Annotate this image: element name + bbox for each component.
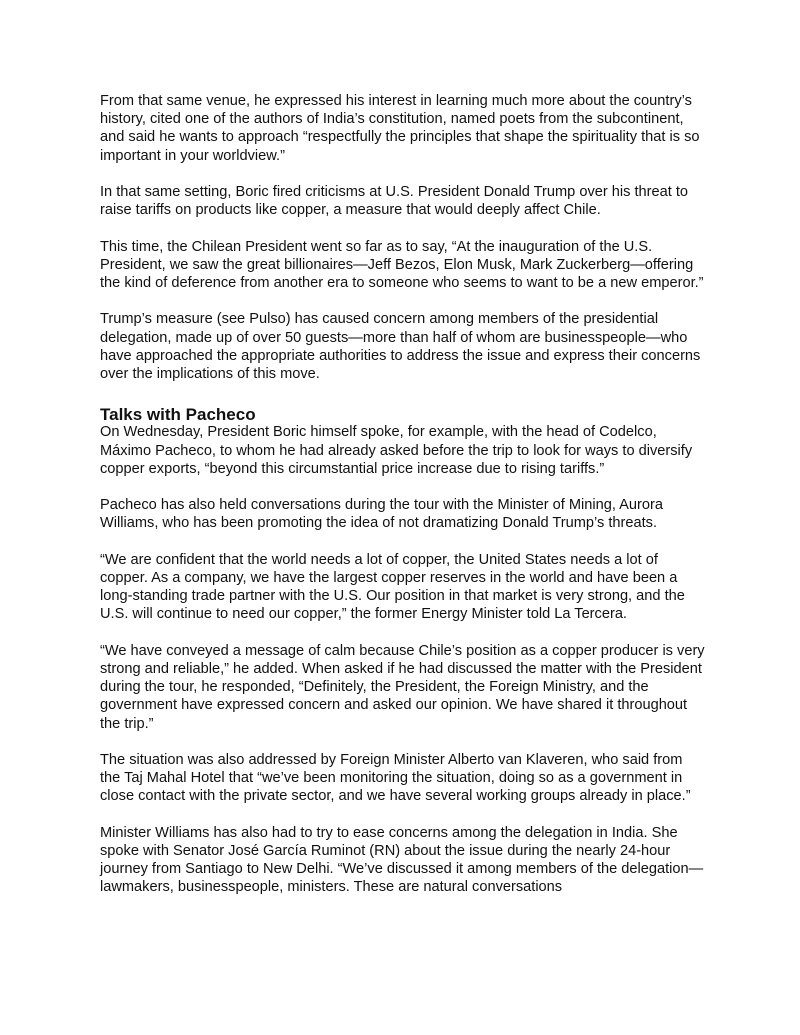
section-heading: Talks with Pacheco (100, 405, 256, 425)
paragraph-inauguration: This time, the Chilean President went so far as to say, “At the inauguration of the U.S. President, we saw the great billionaires—Jeff Bezos, Elon Musk, Mark Zuckerberg—offering the kind of deference from another era to someone who seems to want to be a new emperor.” (100, 238, 704, 291)
paragraph-williams-delegation: Minister Williams has also had to try to ease concerns among the delegation in India. She spoke with Senator José García Ruminot (RN) about the issue during the nearly 24-hour journey from Santiago to New Delhi. “We’ve discussed it among members of the delegation—lawmakers, businesspeople, ministers. These are natural conversations (100, 824, 704, 896)
paragraph-delegation-concern: Trump’s measure (see Pulso) has caused concern among members of the presidential delegation, made up of over 50 guests—more than half of whom are businesspeople—who have approached the appropriate authorities to address the issue and express their concerns over the implications of this move. (100, 311, 701, 382)
paragraph-calm-message: “We have conveyed a message of calm because Chile’s position as a copper producer is very strong and reliable,” he added. When asked if he had discussed the matter with the President during the tour, he responded, “Definitely, the President, the Foreign Ministry, and the government have expressed concern and asked our opinion. We have shared it throughout the trip.” (100, 642, 705, 732)
paragraph-codelco: On Wednesday, President Boric himself spoke, for example, with the head of Codelco, Máximo Pacheco, to whom he had already asked before the trip to look for ways to diversify copper exports, “beyond this circumstantial price increase due to rising tariffs.” (100, 424, 693, 477)
document-page (100, 92, 705, 915)
paragraph-venue: From that same venue, he expressed his interest in learning much more about the country’s history, cited one of the authors of India’s constitution, named poets from the subcontinent, and said he wants to approach “respectfully the principles that shape the spirituality that is so important in your worldview.” (100, 93, 700, 164)
paragraph-foreign-minister: The situation was also addressed by Foreign Minister Alberto van Klaveren, who said from the Taj Mahal Hotel that “we’ve been monitoring the situation, doing so as a government in close contact with the private sector, and we have several working groups already in place.” (100, 751, 691, 805)
paragraph-tariffs: In that same setting, Boric fired criticisms at U.S. President Donald Trump over his threat to raise tariffs on products like copper, a measure that would deeply affect Chile. (100, 184, 689, 219)
paragraph-copper-quote: “We are confident that the world needs a lot of copper, the United States needs a lot of copper. As a company, we have the largest copper reserves in the world and have been a long-standing trade partner with the U.S. Our position in that market is very strong, and the U.S. will continue to need our copper,” the former Energy Minister told La Tercera. (100, 551, 685, 623)
paragraph-minister-mining: Pacheco has also held conversations during the tour with the Minister of Mining, Aurora Williams, who has been promoting the idea of not dramatizing Donald Trump’s threats. (100, 497, 663, 532)
